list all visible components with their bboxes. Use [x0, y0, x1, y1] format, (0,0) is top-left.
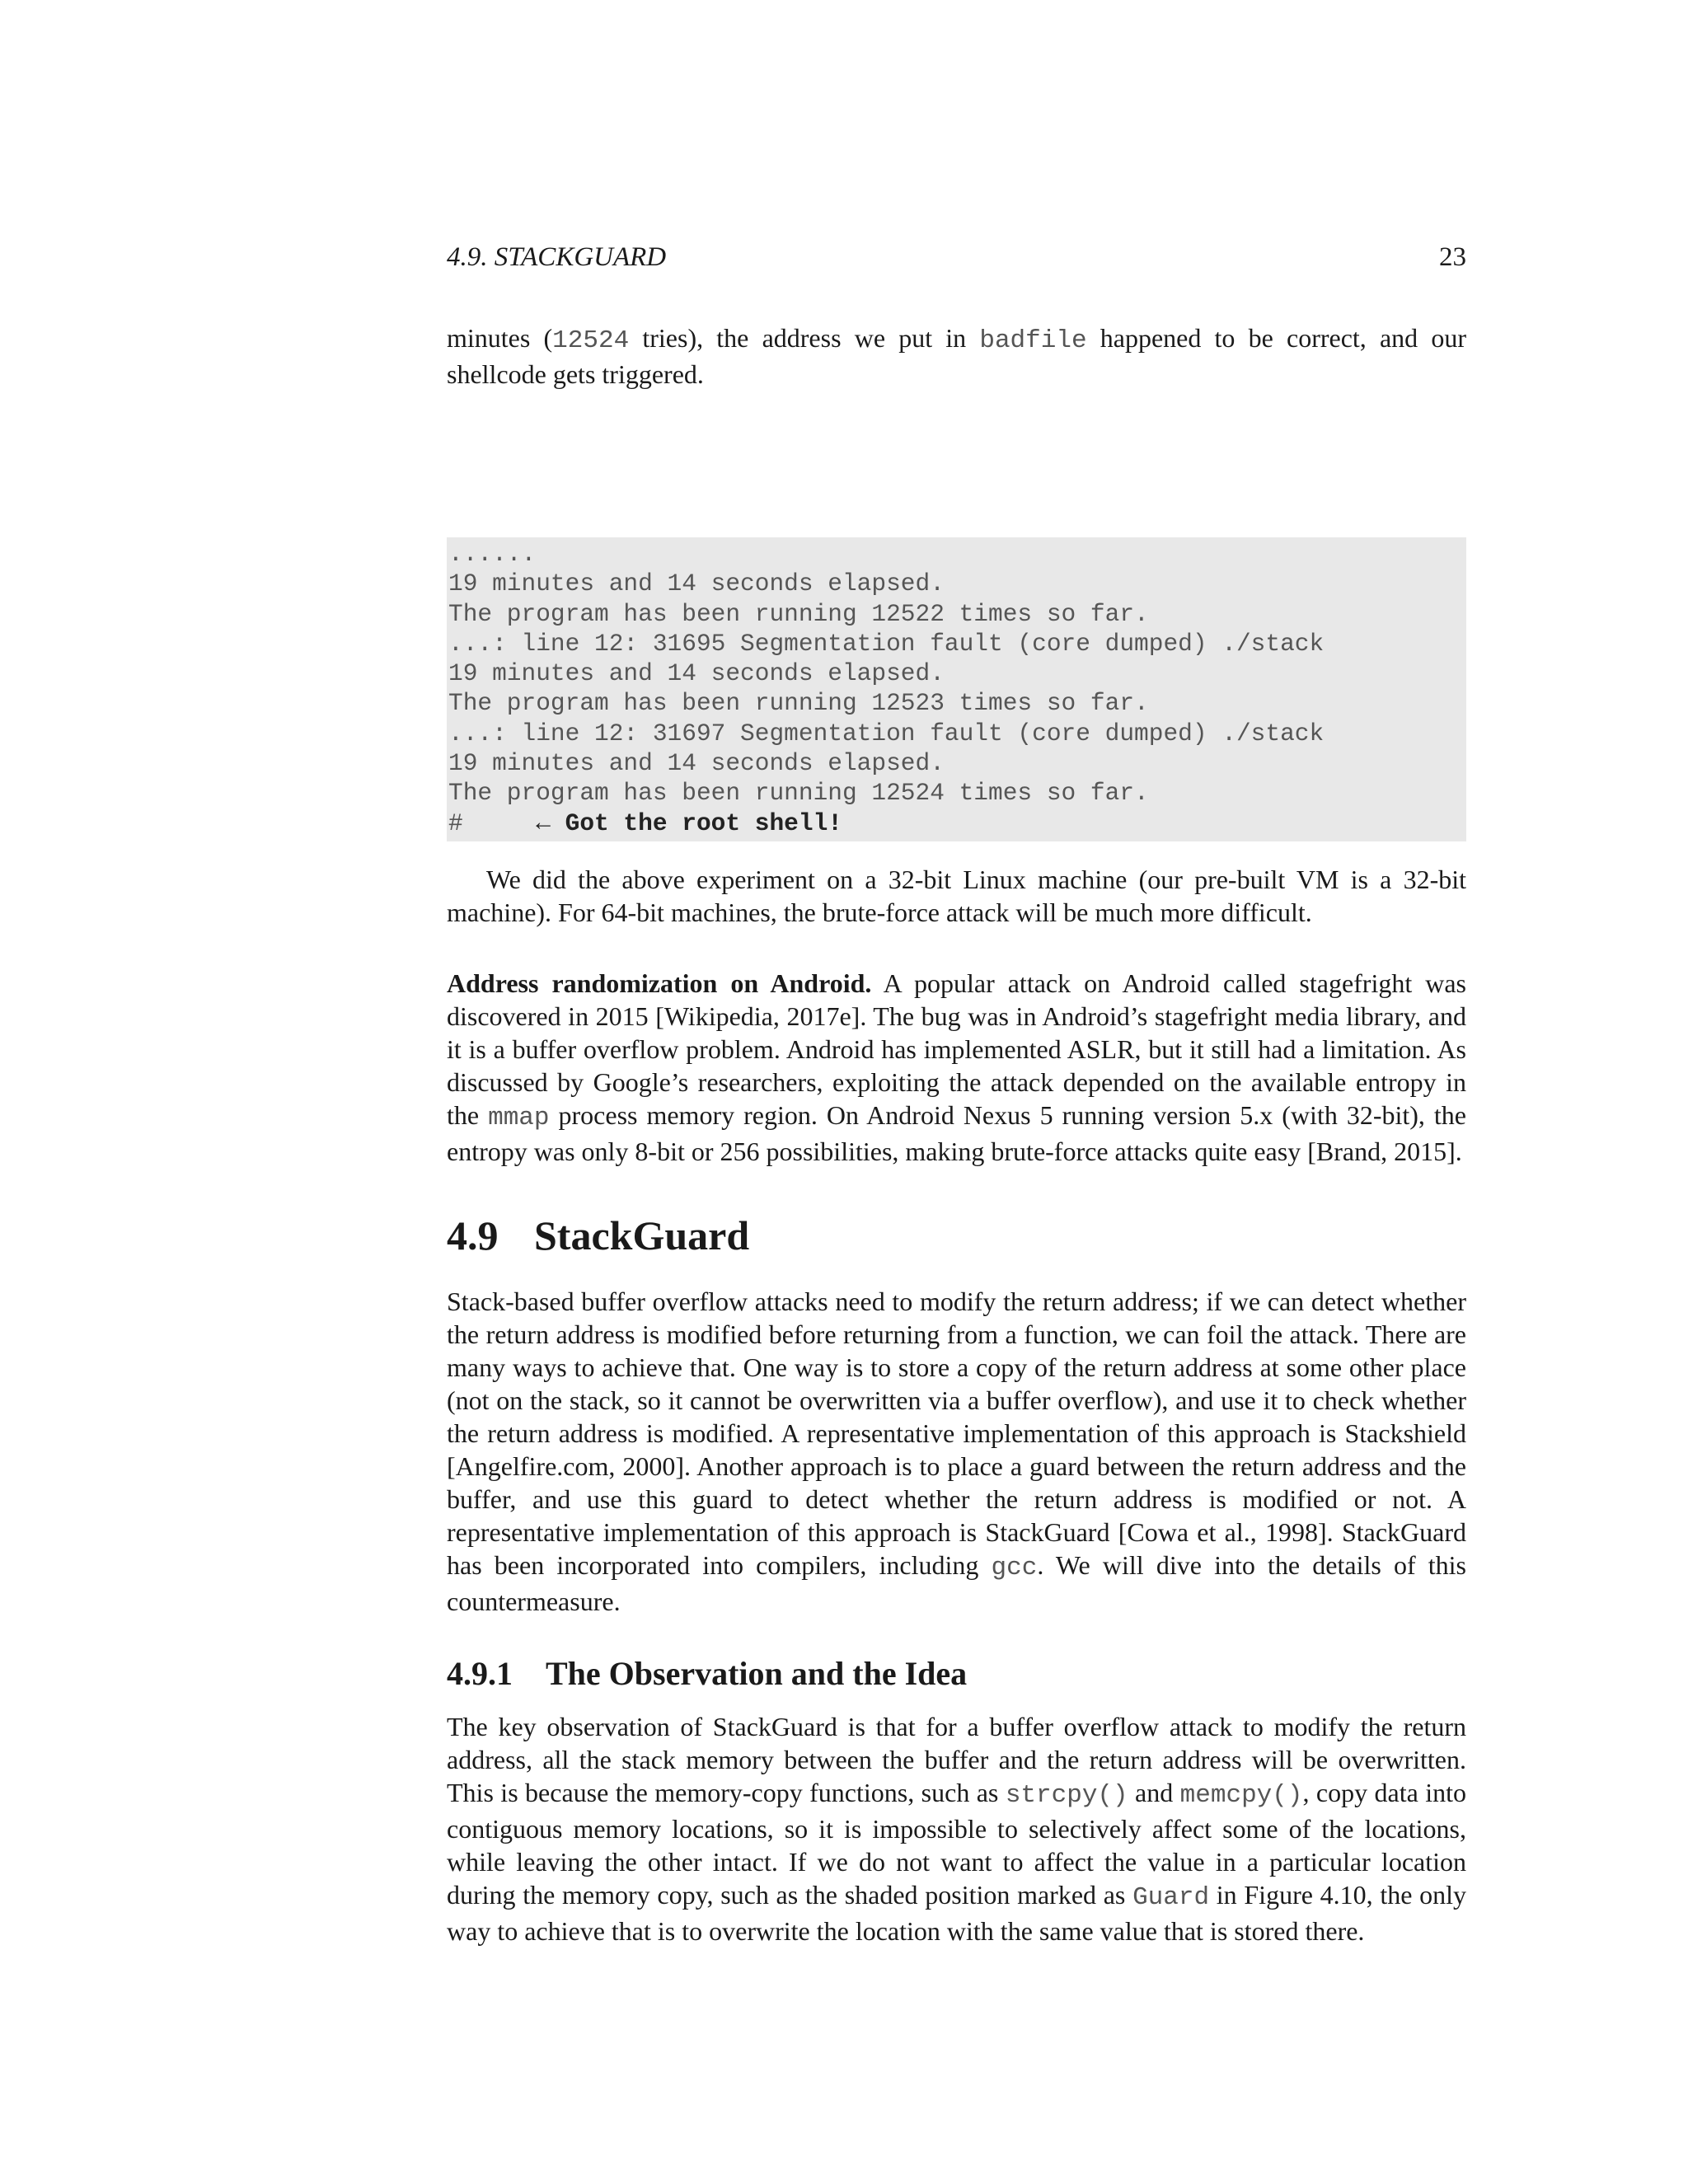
text: and	[1128, 1777, 1180, 1807]
paragraph-observation	[447, 1710, 1466, 1947]
run-in-heading: Address randomization on Android.	[447, 968, 872, 998]
inline-code: 12524	[552, 326, 630, 355]
paragraph-stackguard-intro	[447, 1285, 1466, 1618]
text: minutes (	[447, 323, 553, 353]
page-content	[447, 242, 1466, 1947]
code-line: ......	[448, 540, 537, 568]
code-line-root-prompt	[448, 808, 1466, 838]
section-heading	[447, 1211, 1466, 1260]
code-line: The program has been running 12524 times so far.	[448, 779, 1149, 808]
page-number: 23	[1439, 242, 1466, 272]
code-line: The program has been running 12523 times so far.	[448, 689, 1149, 718]
terminal-output-listing	[447, 537, 1466, 841]
section-number: 4.9	[447, 1212, 499, 1258]
paragraph-continuation	[447, 321, 1466, 391]
inline-code: gcc	[991, 1553, 1038, 1582]
code-line: ...: line 12: 31697 Segmentation fault (core dumped) ./stack	[448, 719, 1325, 748]
inline-code: mmap	[488, 1103, 550, 1132]
code-line: ...: line 12: 31695 Segmentation fault (core dumped) ./stack	[448, 629, 1325, 658]
inline-code: Guard	[1132, 1882, 1210, 1912]
inline-code: strcpy()	[1005, 1780, 1128, 1810]
text: process memory region. On Android Nexus 5 running version 5.x (with 32-bit), the entropy was only 8-bit or 256 possibilities, making brute-force attacks quite easy [Brand, 2015].	[447, 1099, 1467, 1166]
section-title: StackGuard	[534, 1212, 750, 1258]
subsection-title: The Observation and the Idea	[546, 1654, 968, 1692]
running-head	[447, 242, 1466, 279]
text: . We will dive into the details of this countermeasure.	[447, 1549, 1467, 1616]
text: Stack-based buffer overflow attacks need to modify the return address; if we can detect whether the return address is modified before returning from a function, we can foil the attack. There are many ways to achieve that. One way is to store a copy of the return address at some other place (not on the stack, so it cannot be overwritten via a buffer overflow), and use it to check whether the return address is modified. A representative implementation of this approach is Stackshield [Angelfire.com, 2000]. Another approach is to place a guard between the return address and the buffer, and use this guard to detect whether the return address is modified or not. A representative implementation of this approach is StackGuard [Cowa et al., 1998]. StackGuard has been incorporated into compilers, including	[447, 1286, 1466, 1580]
left-arrow-icon: ←	[536, 808, 551, 837]
text: A popular attack on Android called stagefright was discovered in 2015 [Wikipedia, 2017e]. The bug was in Android’s stagefright media library, and it is a buffer overflow problem. Android has implemented ASLR, but it still had a limitation. As discussed by Google’s researchers, exploiting the attack depended on the available entropy in the	[447, 968, 1467, 1130]
subsection-heading	[447, 1654, 1466, 1694]
annotation-note: Got the root shell!	[565, 808, 842, 837]
inline-code: memcpy()	[1179, 1780, 1303, 1810]
paragraph-android-aslr	[447, 967, 1466, 1168]
subsection-number: 4.9.1	[447, 1654, 513, 1692]
shell-prompt: #	[448, 808, 463, 837]
code-line: The program has been running 12522 times so far.	[448, 599, 1149, 628]
text: in Figure 4.10, the only way to achieve that is to overwrite the location with the same value that is stored there.	[447, 1879, 1467, 1946]
text: , copy data into contiguous memory locations, so it is impossible to selectively affect some of the locations, while leaving the other intact. If we do not want to affect the value in a particular location during the memory copy, such as the shaded position marked as	[447, 1777, 1467, 1910]
code-line: 19 minutes and 14 seconds elapsed.	[448, 749, 945, 778]
code-line: 19 minutes and 14 seconds elapsed.	[448, 569, 945, 598]
running-head-section: 4.9. STACKGUARD	[447, 242, 667, 272]
inline-code: badfile	[979, 326, 1087, 355]
paragraph-experiment: We did the above experiment on a 32-bit Linux machine (our pre-built VM is a 32-bit machine). For 64-bit machines, the brute-force attack will be much more difficult.	[447, 864, 1466, 927]
text: tries), the address we put in	[629, 323, 980, 353]
text: happened to be correct, and our shellcode gets triggered.	[447, 323, 1467, 389]
code-line: 19 minutes and 14 seconds elapsed.	[448, 659, 945, 688]
text: The key observation of StackGuard is that for a buffer overflow attack to modify the return address, all the stack memory between the buffer and the return address will be overwritten. This is because the memory-copy functions, such as	[447, 1711, 1466, 1807]
